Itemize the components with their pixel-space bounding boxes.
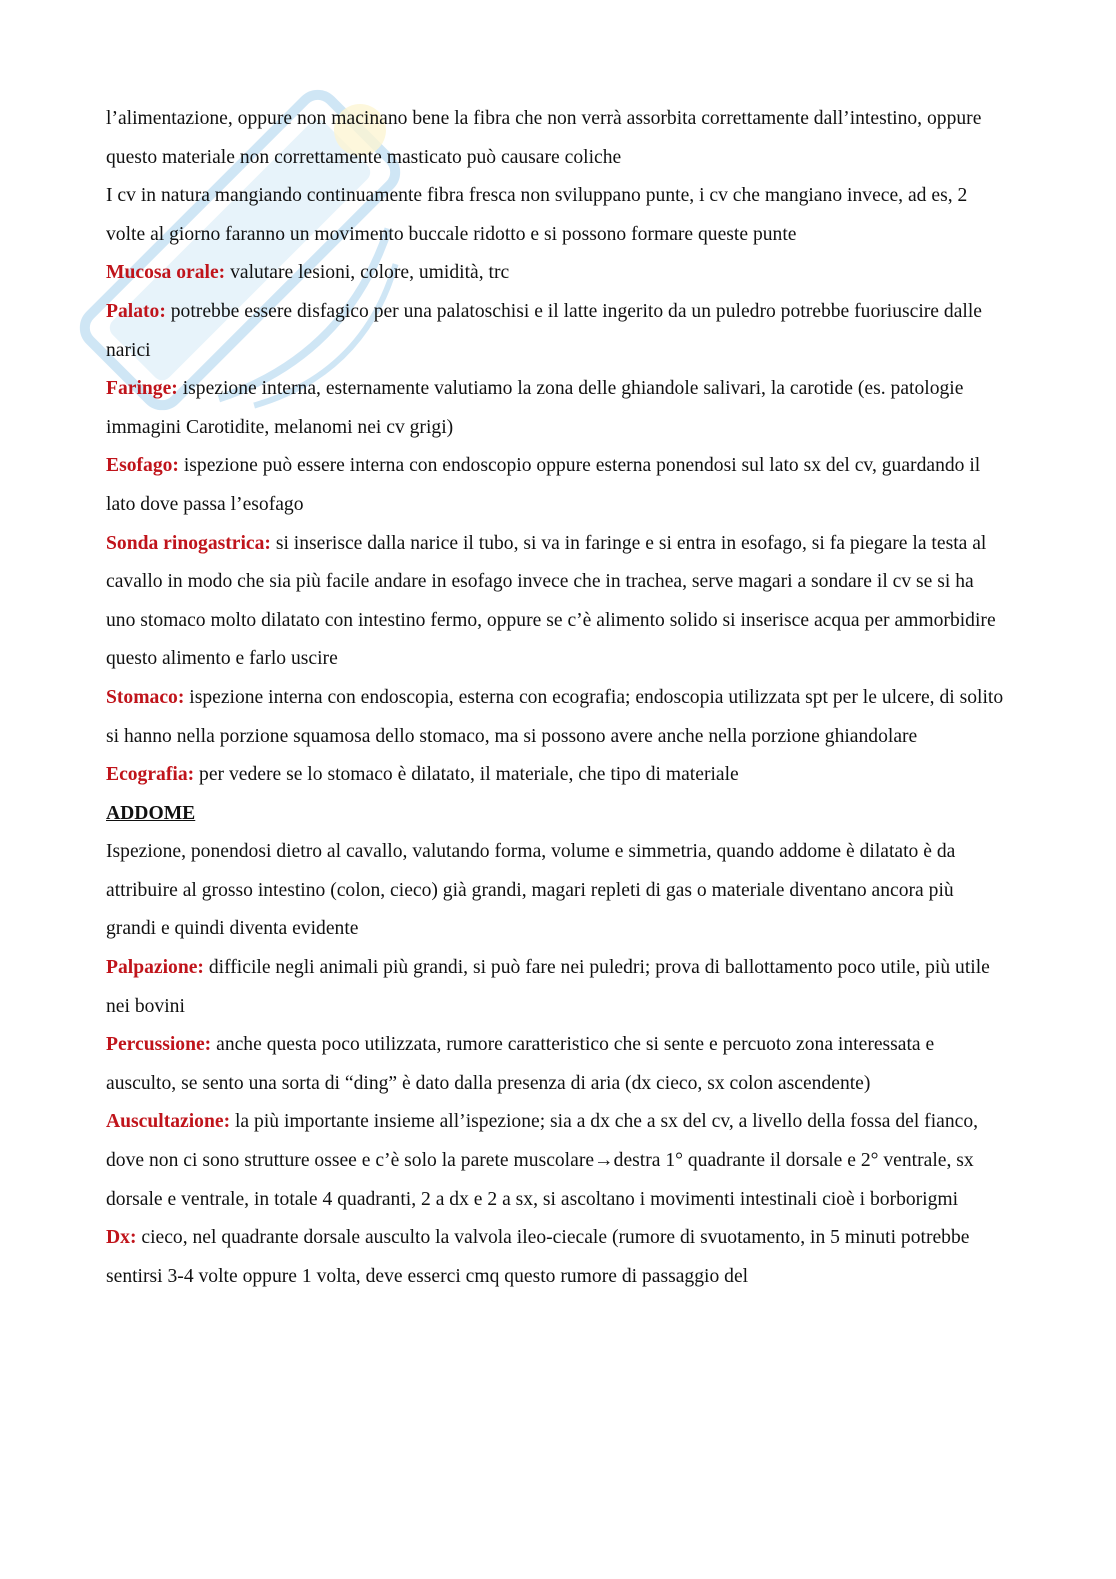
section-ecografia [106,756,1006,795]
addome-intro-paragraph: Ispezione, ponendosi dietro al cavallo, valutando forma, volume e simmetria, quando addome è dilatato è da attribuire al grosso intestino (colon, cieco) già grandi, magari repleti di gas o materiale diventano ancora più grandi e quindi diventa evidente [106,841,956,940]
section-term: Mucosa orale: [106,262,226,284]
section-text: ispezione interna con endoscopia, esterna con ecografia; endoscopia utilizzata spt per le ulcere, di solito si hanno nella porzione squamosa dello stomaco, ma si possono avere anche nella porzione ghiandolare [106,686,1004,747]
intro-paragraph-2: I cv in natura mangiando continuamente fibra fresca non sviluppano punte, i cv che mangiano invece, ad es, 2 volte al giorno faranno un movimento buccale ridotto e si possono formare queste punte [106,185,968,245]
section-palato [106,293,1006,370]
section-term: Sonda rinogastrica: [106,532,271,554]
section-dx [106,1219,1006,1296]
section-text: la più importante insieme all’ispezione; sia a dx che a sx del cv, a livello della fossa del fianco, dove non ci sono strutture ossee e c’è solo la parete muscolare [106,1111,979,1172]
section-text: si inserisce dalla narice il tubo, si va in faringe e si entra in esofago, si fa piegare la testa al cavallo in modo che sia più facile andare in esofago invece che in trachea, serve magari a sondare il cv se si ha uno stomaco molto dilatato con intestino fermo, oppure se c’è alimento solido si inserisce acqua per ammorbidire questo alimento e farlo uscire [106,532,996,670]
section-text: cieco, nel quadrante dorsale ausculto la valvola ileo-ciecale (rumore di svuotamento, in 5 minuti potrebbe sentirsi 3-4 volte oppure 1 volta, deve esserci cmq questo rumore di passaggio del [106,1227,970,1287]
arrow-right-icon: → [594,1150,614,1172]
section-term: Esofago: [106,455,179,477]
section-esofago [106,447,1006,524]
section-term: Auscultazione: [106,1111,231,1133]
section-auscultazione [106,1103,1006,1219]
section-term: Palpazione: [106,957,204,979]
section-term: Stomaco: [106,686,185,708]
section-term: Percussione: [106,1034,212,1056]
section-term: Ecografia: [106,764,195,786]
section-term: Faringe: [106,378,178,400]
section-stomaco [106,679,1006,756]
section-text: valutare lesioni, colore, umidità, trc [225,262,510,284]
section-text: potrebbe essere disfagico per una palatoschisi e il latte ingerito da un puledro potrebbe fuoriuscire dalle narici [106,300,982,361]
section-sonda-rinogastrica [106,525,1006,679]
heading-text: ADDOME [106,802,196,824]
section-text: per vedere se lo stomaco è dilatato, il materiale, che tipo di materiale [194,764,739,786]
document-body [106,100,1006,1296]
section-faringe [106,370,1006,447]
section-term: Dx: [106,1227,137,1249]
section-percussione [106,1026,1006,1103]
addome-heading [106,795,1006,834]
section-term: Palato: [106,300,166,322]
section-text: ispezione interna, esternamente valutiamo la zona delle ghiandole salivari, la carotide (es. patologie immagini Carotidite, melanomi nei cv grigi) [106,378,964,438]
section-text: anche questa poco utilizzata, rumore caratteristico che si sente e percuoto zona interessata e ausculto, se sento una sorta di “ding” è dato dalla presenza di aria (dx cieco, sx colon ascendente) [106,1034,935,1094]
intro-paragraph-1: l’alimentazione, oppure non macinano bene la fibra che non verrà assorbita correttamente dall’intestino, oppure questo materiale non correttamente masticato può causare coliche [106,108,982,168]
section-text-continued: destra 1° quadrante il dorsale e 2° ventrale, sx dorsale e ventrale, in totale 4 quadranti, 2 a dx e 2 a sx, si ascoltano i movimenti intestinali cioè i borborigmi [106,1150,974,1210]
section-mucosa-orale [106,254,1006,293]
section-text: difficile negli animali più grandi, si può fare nei puledri; prova di ballottamento poco utile, più utile nei bovini [106,957,990,1017]
section-text: ispezione può essere interna con endoscopio oppure esterna ponendosi sul lato sx del cv, guardando il lato dove passa l’esofago [106,455,981,515]
section-palpazione [106,949,1006,1026]
